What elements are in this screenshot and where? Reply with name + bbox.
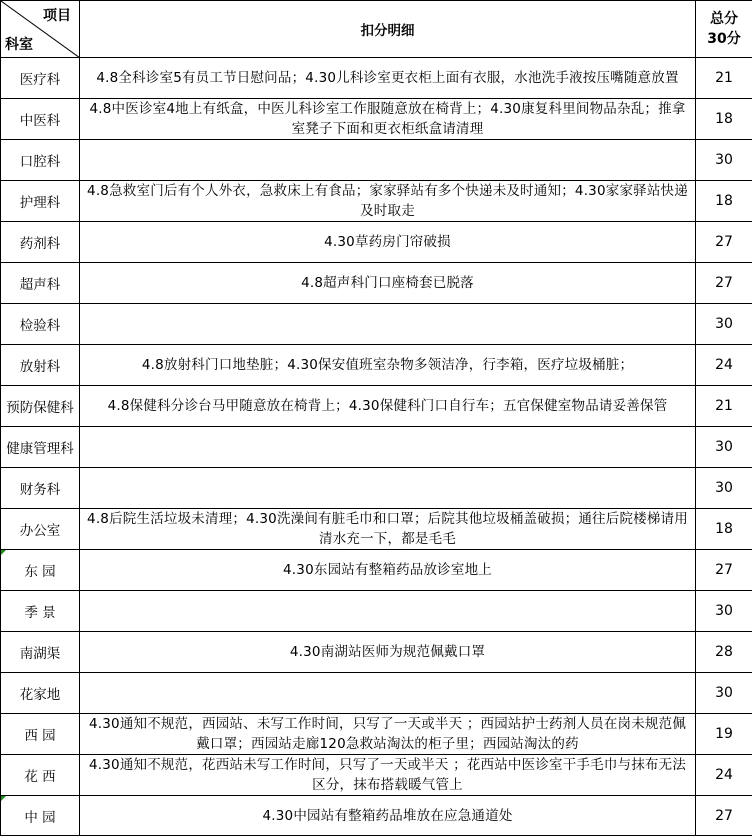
dept-cell: 财务科 <box>1 468 80 509</box>
corner-header-bottom: 科室 <box>5 37 33 53</box>
table-row <box>1 509 752 550</box>
total-header-line2: 30分 <box>707 31 741 47</box>
total-score-cell: 24 <box>696 345 752 386</box>
header-row <box>1 1 752 58</box>
total-score-cell: 28 <box>696 632 752 673</box>
table-row <box>1 99 752 140</box>
table-row <box>1 427 752 468</box>
total-score-cell: 30 <box>696 468 752 509</box>
total-score-cell: 24 <box>696 755 752 796</box>
deduction-detail-cell: 4.30通知不规范，西园站、未写工作时间，只写了一天或半天 ；西园站护士药剂人员在岗未规范佩戴口罩；西园站走廊120急救站淘汰的柜子里；西园站淘汰的药 <box>80 714 696 755</box>
total-score-cell: 19 <box>696 714 752 755</box>
dept-cell: 药剂科 <box>1 222 80 263</box>
deduction-detail-cell: 4.8全科诊室5有员工节日慰问品；4.30儿科诊室更衣柜上面有衣服，水池洗手液按压嘴随意放置 <box>80 58 696 99</box>
total-score-cell: 27 <box>696 796 752 836</box>
dept-cell: 护理科 <box>1 181 80 222</box>
dept-cell: 检验科 <box>1 304 80 345</box>
dept-cell: 花 西 <box>1 755 80 796</box>
total-score-cell: 30 <box>696 140 752 181</box>
table-row <box>1 345 752 386</box>
total-score-cell: 30 <box>696 304 752 345</box>
total-score-cell: 27 <box>696 222 752 263</box>
total-score-cell: 18 <box>696 181 752 222</box>
table-row <box>1 140 752 181</box>
table-row <box>1 591 752 632</box>
deduction-detail-cell: 4.8超声科门口座椅套已脱落 <box>80 263 696 304</box>
deduction-detail-cell: 4.30草药房门帘破损 <box>80 222 696 263</box>
total-header-line1: 总分 <box>710 11 738 27</box>
table-row <box>1 468 752 509</box>
table-row <box>1 222 752 263</box>
deduction-detail-cell <box>80 140 696 181</box>
dept-cell: 放射科 <box>1 345 80 386</box>
dept-cell: 健康管理科 <box>1 427 80 468</box>
table-row <box>1 714 752 755</box>
table-row <box>1 304 752 345</box>
table-row <box>1 58 752 99</box>
dept-cell: 预防保健科 <box>1 386 80 427</box>
total-score-cell: 27 <box>696 550 752 591</box>
corner-header-cell <box>1 1 80 58</box>
total-score-cell: 30 <box>696 591 752 632</box>
total-score-cell: 18 <box>696 509 752 550</box>
table-row <box>1 263 752 304</box>
deduction-detail-cell: 4.30东园站有整箱药品放诊室地上 <box>80 550 696 591</box>
table-row <box>1 386 752 427</box>
table-row <box>1 181 752 222</box>
dept-cell: 口腔科 <box>1 140 80 181</box>
deduction-detail-cell: 4.8后院生活垃圾未清理；4.30洗澡间有脏毛巾和口罩；后院其他垃圾桶盖破损；通往后院楼梯请用清水充一下，都是毛毛 <box>80 509 696 550</box>
dept-cell: 超声科 <box>1 263 80 304</box>
deduction-detail-cell: 4.30中园站有整箱药品堆放在应急通道处 <box>80 796 696 836</box>
table-row <box>1 632 752 673</box>
deduction-detail-cell: 4.8急救室门后有个人外衣，急救床上有食品；家家驿站有多个快递未及时通知；4.30家家驿站快递及时取走 <box>80 181 696 222</box>
table-row <box>1 796 752 836</box>
deduction-detail-cell: 4.30南湖站医师为规范佩戴口罩 <box>80 632 696 673</box>
corner-header-top: 项目 <box>43 8 71 24</box>
deduction-detail-cell: 4.30通知不规范，花西站未写工作时间，只写了一天或半天 ；花西站中医诊室干手毛巾与抹布无法区分，抹布搭载暖气管上 <box>80 755 696 796</box>
total-score-cell: 30 <box>696 427 752 468</box>
dept-cell: 季 景 <box>1 591 80 632</box>
deduction-detail-cell <box>80 304 696 345</box>
detail-header: 扣分明细 <box>80 1 696 58</box>
dept-cell: 中 园 <box>1 796 80 836</box>
deduction-detail-cell <box>80 673 696 714</box>
dept-cell: 西 园 <box>1 714 80 755</box>
total-score-cell: 21 <box>696 58 752 99</box>
dept-cell: 医疗科 <box>1 58 80 99</box>
total-score-cell: 30 <box>696 673 752 714</box>
dept-cell: 中医科 <box>1 99 80 140</box>
total-score-cell: 18 <box>696 99 752 140</box>
table-row <box>1 550 752 591</box>
dept-cell: 办公室 <box>1 509 80 550</box>
deduction-detail-cell: 4.8放射科门口地垫脏；4.30保安值班室杂物多领洁净，行李箱，医疗垃圾桶脏； <box>80 345 696 386</box>
table-row <box>1 673 752 714</box>
deduction-detail-cell: 4.8中医诊室4地上有纸盒，中医儿科诊室工作服随意放在椅背上；4.30康复科里间物品杂乱；推拿室凳子下面和更衣柜纸盒请清理 <box>80 99 696 140</box>
dept-cell: 花家地 <box>1 673 80 714</box>
deduction-detail-cell: 4.8保健科分诊台马甲随意放在椅背上；4.30保健科门口自行车；五官保健室物品请妥善保管 <box>80 386 696 427</box>
total-header <box>696 1 752 58</box>
deduction-detail-cell <box>80 427 696 468</box>
table-row <box>1 755 752 796</box>
deduction-detail-cell <box>80 591 696 632</box>
deduction-detail-cell <box>80 468 696 509</box>
total-score-cell: 21 <box>696 386 752 427</box>
dept-cell: 东 园 <box>1 550 80 591</box>
total-score-cell: 27 <box>696 263 752 304</box>
dept-cell: 南湖渠 <box>1 632 80 673</box>
